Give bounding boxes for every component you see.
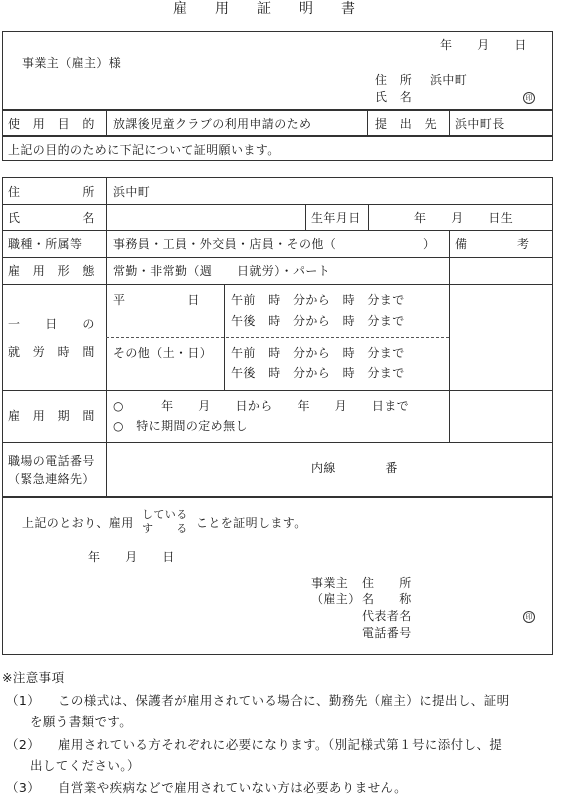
form-address-label: 住 所 [8,185,95,199]
hours-label-line2: 就 労 時 間 [8,345,95,359]
certify-date: 年 月 日 [88,550,175,564]
job-label: 職種・所属等 [8,237,83,251]
note-2-line2: 出してください。） [30,758,140,773]
weekend-pm: 午後 時 分から 時 分まで [231,366,405,380]
submit-to-label: 提 出 先 [375,117,438,131]
request-text: 上記の目的のために下記について証明願います。 [8,143,280,157]
seal-icon: 印 [523,611,535,623]
remarks-label: 備 考 [455,237,530,251]
employment-type-value: 常勤・非常勤（週 日就労）・パート [113,264,331,278]
certify-alt-top: している [142,508,188,521]
period-indefinite: ○ 特に期間の定め無し [113,419,248,433]
phone-label-line1: 職場の電話番号 [8,454,95,468]
weekday-am: 午前 時 分から 時 分まで [231,293,405,307]
certify-text-pre: 上記のとおり、雇用 [22,516,134,530]
certify-employer-sub: （雇主） [311,592,361,606]
applicant-name-label: 氏 名 [375,90,413,104]
note-1-line1: この様式は、保護者が雇用されている場合に、勤務先（雇主）に提出し、証明 [58,693,510,708]
weekday-label: 平 日 [113,293,200,307]
weekend-label: その他（土・日） [113,346,213,360]
applicant-address-label: 住 所 [375,73,413,87]
period-dates: ○ 年 月 日から 年 月 日まで [113,399,410,413]
note-2-number: （2） [6,737,41,752]
birthdate-value: 年 月 日生 [414,211,514,225]
hours-label-line1: 一 日 の [8,317,95,331]
certify-phone-label: 電話番号 [362,626,412,640]
weekend-am: 午前 時 分から 時 分まで [231,346,405,360]
phone-label-line2: （緊急連絡先） [8,472,95,486]
certify-company-label: 名 称 [362,592,412,606]
employer-addressee: 事業主（雇主）様 [22,56,122,70]
job-value: 事務員・工員・外交員・店員・その他（ ） [113,237,436,251]
applicant-address-value: 浜中町 [430,73,468,87]
certify-employer-label: 事業主 [311,576,349,590]
note-3-line1: 自営業や疾病などで雇用されていない方は必要ありません。 [58,780,408,795]
header-date: 年 月 日 [440,38,527,52]
form-name-label: 氏 名 [8,211,95,225]
purpose-label: 使 用 目 的 [8,117,95,131]
weekday-pm: 午後 時 分から 時 分まで [231,314,405,328]
note-3-number: （3） [6,780,41,795]
period-label: 雇 用 期 間 [8,409,95,423]
seal-icon: 印 [523,92,535,104]
form-address-value: 浜中町 [113,185,151,199]
certify-address-label: 住 所 [362,576,412,590]
submit-to-value: 浜中町長 [455,117,505,131]
birthdate-label: 生年月日 [311,211,361,225]
certify-alt-bottom: す る [142,522,188,535]
purpose-value: 放課後児童クラブの利用申請のため [113,117,312,131]
note-1-number: （1） [6,693,41,708]
notes-title: ※注意事項 [2,670,65,685]
certify-alt-verb [142,509,188,534]
employment-type-label: 雇 用 形 態 [8,264,95,278]
certify-text-post: ことを証明します。 [196,516,307,530]
document-title: 雇 用 証 明 書 [173,1,355,17]
certify-rep-label: 代表者名 [362,609,412,623]
note-1-line2: を願う書類です。 [30,714,133,729]
phone-extension: 内線 番 [311,461,398,475]
note-2-line1: 雇用されている方それぞれに必要になります。（別記様式第１号に添付し、提 [58,737,503,752]
